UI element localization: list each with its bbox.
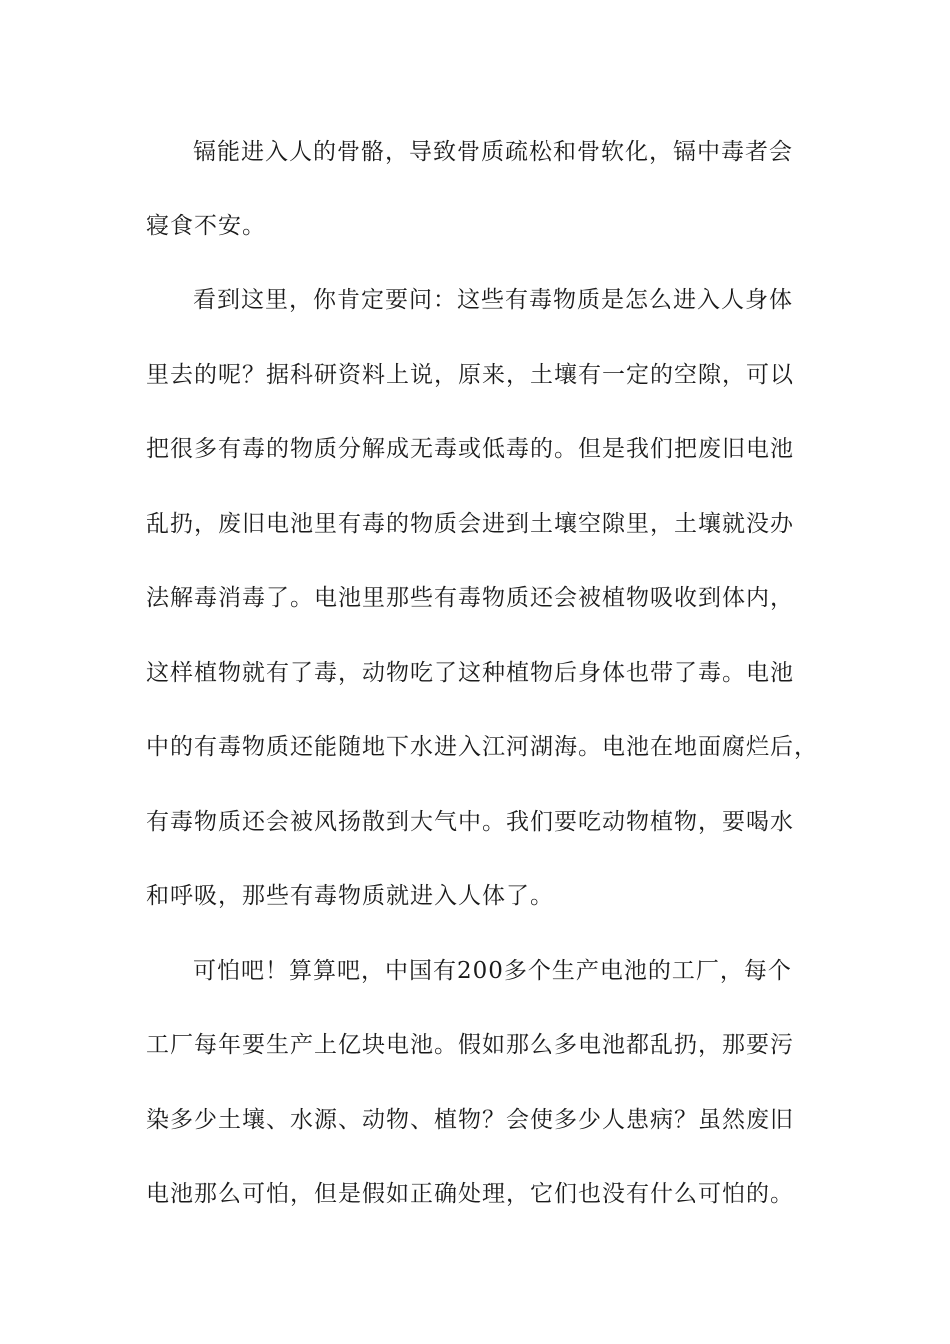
paragraph-2-line-3: 把很多有毒的物质分解成无毒或低毒的。但是我们把废旧电池 (146, 436, 794, 462)
paragraph-2-line-7: 中的有毒物质还能随地下水进入江河湖海。电池在地面腐烂后， (146, 734, 818, 760)
paragraph-2-line-8: 有毒物质还会被风扬散到大气中。我们要吃动物植物，要喝水 (146, 809, 794, 835)
paragraph-3-line-1: 可怕吧！算算吧，中国有200多个生产电池的工厂，每个 (193, 958, 792, 984)
paragraph-2-line-9: 和呼吸，那些有毒物质就进入人体了。 (146, 883, 554, 909)
paragraph-2-line-5: 法解毒消毒了。电池里那些有毒物质还会被植物吸收到体内， (146, 585, 794, 611)
paragraph-2-line-4: 乱扔，废旧电池里有毒的物质会进到土壤空隙里，土壤就没办 (146, 511, 794, 537)
paragraph-3-line-4: 电池那么可怕，但是假如正确处理，它们也没有什么可怕的。 (146, 1181, 794, 1207)
paragraph-1-line-2: 寝食不安。 (146, 213, 266, 239)
paragraph-2-line-1: 看到这里，你肯定要问：这些有毒物质是怎么进入人身体 (193, 287, 793, 313)
paragraph-1-line-1: 镉能进入人的骨骼，导致骨质疏松和骨软化，镉中毒者会 (193, 139, 793, 165)
paragraph-2-line-2: 里去的呢？据科研资料上说，原来，土壤有一定的空隙，可以 (146, 362, 794, 388)
paragraph-3-line-3: 染多少土壤、水源、动物、植物？会使多少人患病？虽然废旧 (146, 1107, 794, 1133)
paragraph-2-line-6: 这样植物就有了毒，动物吃了这种植物后身体也带了毒。电池 (146, 660, 794, 686)
paragraph-3-line-2: 工厂每年要生产上亿块电池。假如那么多电池都乱扔，那要污 (146, 1032, 794, 1058)
